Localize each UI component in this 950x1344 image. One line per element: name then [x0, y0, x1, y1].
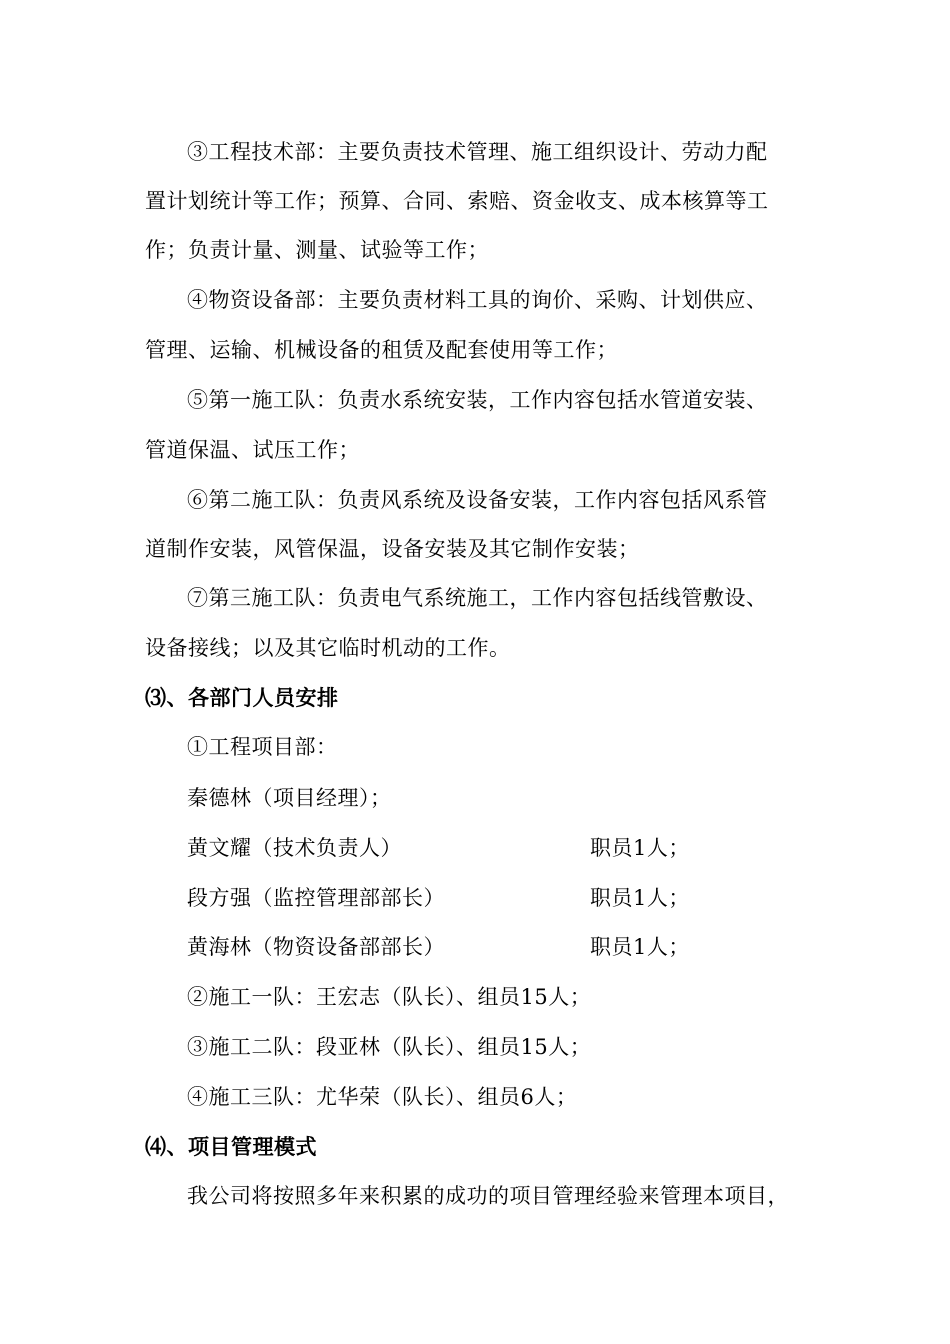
staffing-item-project-dept: ①工程项目部： [187, 735, 338, 759]
section-heading-management-mode: ⑷、项目管理模式 [145, 1135, 317, 1159]
staffing-team1: ②施工一队：王宏志（队长）、组员15人； [187, 985, 592, 1009]
staffing-materials-head-count: 职员1人； [590, 935, 690, 959]
staffing-tech-lead-count: 职员1人； [590, 836, 690, 860]
staffing-team2: ③施工二队：段亚林（队长）、组员15人； [187, 1035, 592, 1059]
paragraph-team2-line2: 道制作安装，风管保温，设备安装及其它制作安装； [145, 537, 640, 561]
paragraph-team3-line1: ⑦第三施工队：负责电气系统施工，工作内容包括线管敷设、 [187, 586, 768, 610]
paragraph-management-mode-line1: 我公司将按照多年来积累的成功的项目管理经验来管理本项目， [187, 1184, 789, 1208]
paragraph-team2-line1: ⑥第二施工队：负责风系统及设备安装，工作内容包括风系管 [187, 488, 768, 512]
paragraph-materials-dept-line2: 管理、运输、机械设备的租赁及配套使用等工作； [145, 338, 618, 362]
paragraph-team1-line1: ⑤第一施工队：负责水系统安装，工作内容包括水管道安装、 [187, 388, 768, 412]
staffing-team3: ④施工三队：尤华荣（队长）、组员6人； [187, 1085, 578, 1109]
paragraph-engineering-dept-line1: ③工程技术部：主要负责技术管理、施工组织设计、劳动力配 [187, 140, 768, 164]
paragraph-engineering-dept-line3: 作；负责计量、测量、试验等工作； [145, 238, 489, 262]
paragraph-team1-line2: 管道保温、试压工作； [145, 438, 360, 462]
paragraph-materials-dept-line1: ④物资设备部：主要负责材料工具的询价、采购、计划供应、 [187, 288, 768, 312]
staffing-project-manager: 秦德林（项目经理）； [187, 786, 392, 810]
staffing-materials-head-name: 黄海林（物资设备部部长） [187, 935, 445, 959]
staffing-tech-lead-name: 黄文耀（技术负责人） [187, 836, 402, 860]
paragraph-engineering-dept-line2: 置计划统计等工作；预算、合同、索赔、资金收支、成本核算等工 [145, 189, 769, 213]
staffing-monitoring-head-name: 段方强（监控管理部部长） [187, 886, 445, 910]
section-heading-staffing: ⑶、各部门人员安排 [145, 686, 339, 710]
staffing-monitoring-head-count: 职员1人； [590, 886, 690, 910]
paragraph-team3-line2: 设备接线；以及其它临时机动的工作。 [145, 636, 511, 660]
